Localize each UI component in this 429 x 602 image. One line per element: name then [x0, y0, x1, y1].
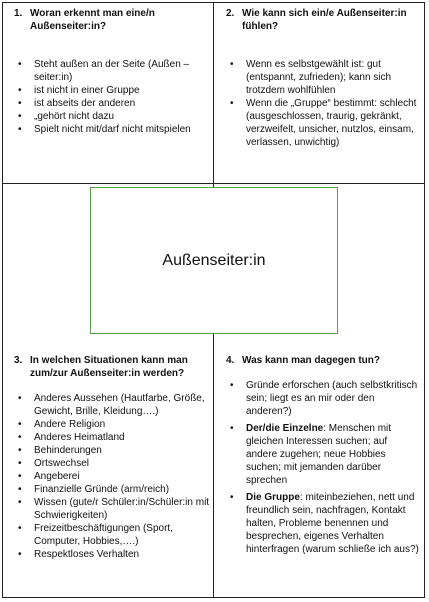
quadrant-1-heading	[14, 7, 210, 33]
quadrant-4-number: 4.	[226, 355, 235, 366]
list-item	[226, 491, 420, 556]
item-text: : Menschen mit gleichen Interessen suchen; auf andere zugehen; neue Hobbies suchen; mit jemanden darüber sprechen	[246, 423, 392, 486]
quadrant-2-list	[226, 58, 420, 149]
list-item: • Steht außen an der Seite (Außen – seiter:in)	[14, 58, 210, 84]
center-title-box	[90, 187, 338, 334]
horizontal-divider	[2, 183, 425, 184]
quadrant-1-list	[14, 58, 210, 136]
item-text: Gründe erforschen (auch selbstkritisch sein; liegt es an mir oder den anderen?)	[246, 380, 418, 417]
item-text: : miteinbeziehen, nett und freundlich sein, nachfragen, Kontakt halten, Probleme benennen und besprechen, eigenes Verhalten hinterfragen (warum schließe ich aus?)	[246, 492, 419, 555]
list-item	[226, 379, 420, 418]
list-item: • Finanzielle Gründe (arm/reich)	[14, 483, 210, 496]
list-item: • Behinderungen	[14, 444, 210, 457]
list-item: • Andere Religion	[14, 418, 210, 431]
list-item: • Ortswechsel	[14, 457, 210, 470]
list-item: • Wissen (gute/r Schüler:in/Schüler:in mit Schwierigkeiten)	[14, 496, 210, 522]
quadrant-1-title: Woran erkennt man eine/n Außenseiter:in?	[30, 8, 155, 32]
quadrant-3-title: In welchen Situationen kann man zum/zur Außenseiter:in werden?	[30, 355, 188, 379]
list-item: • ist nicht in einer Gruppe	[14, 84, 210, 97]
quadrant-1	[14, 7, 210, 136]
list-item: • ist abseits der anderen	[14, 97, 210, 110]
quadrant-2-number: 2.	[226, 8, 235, 19]
quadrant-4-title: Was kann man dagegen tun?	[242, 355, 380, 366]
list-item	[226, 422, 420, 487]
item-lead: Die Gruppe	[246, 492, 300, 503]
quadrant-1-number: 1.	[14, 8, 23, 19]
list-item: • Anderes Aussehen (Hautfarbe, Größe, Gewicht, Brille, Kleidung….)	[14, 392, 210, 418]
quadrant-3-number: 3.	[14, 355, 23, 366]
list-item: • Respektloses Verhalten	[14, 548, 210, 561]
list-item: • Wenn es selbstgewählt ist: gut (entspannt, zufrieden); kann sich trotzdem wohlfühlen	[226, 58, 420, 97]
quadrant-2-heading	[226, 7, 420, 33]
quadrant-4-list	[226, 379, 420, 556]
list-item: • Wenn die „Gruppe“ bestimmt: schlecht (ausgeschlossen, traurig, gekränkt, verzweifelt, unsicher, nutzlos, einsam, verlassen, unwichtig)	[226, 97, 420, 149]
quadrant-3	[14, 354, 210, 561]
quadrant-2-title: Wie kann sich ein/e Außenseiter:in fühlen?	[242, 8, 407, 32]
quadrant-4	[226, 354, 420, 556]
quadrant-3-list	[14, 392, 210, 561]
quadrant-2	[226, 7, 420, 149]
list-item: • „gehört nicht dazu	[14, 110, 210, 123]
list-item: • Angeberei	[14, 470, 210, 483]
center-title: Außenseiter:in	[162, 251, 266, 269]
quadrant-3-heading	[14, 354, 210, 380]
list-item: • Freizeitbeschäftigungen (Sport, Computer, Hobbies,….)	[14, 522, 210, 548]
list-item: • Anderes Heimatland	[14, 431, 210, 444]
quadrant-4-heading	[226, 354, 420, 367]
item-lead: Der/die Einzelne	[246, 423, 324, 434]
list-item: • Spielt nicht mit/darf nicht mitspielen	[14, 123, 210, 136]
